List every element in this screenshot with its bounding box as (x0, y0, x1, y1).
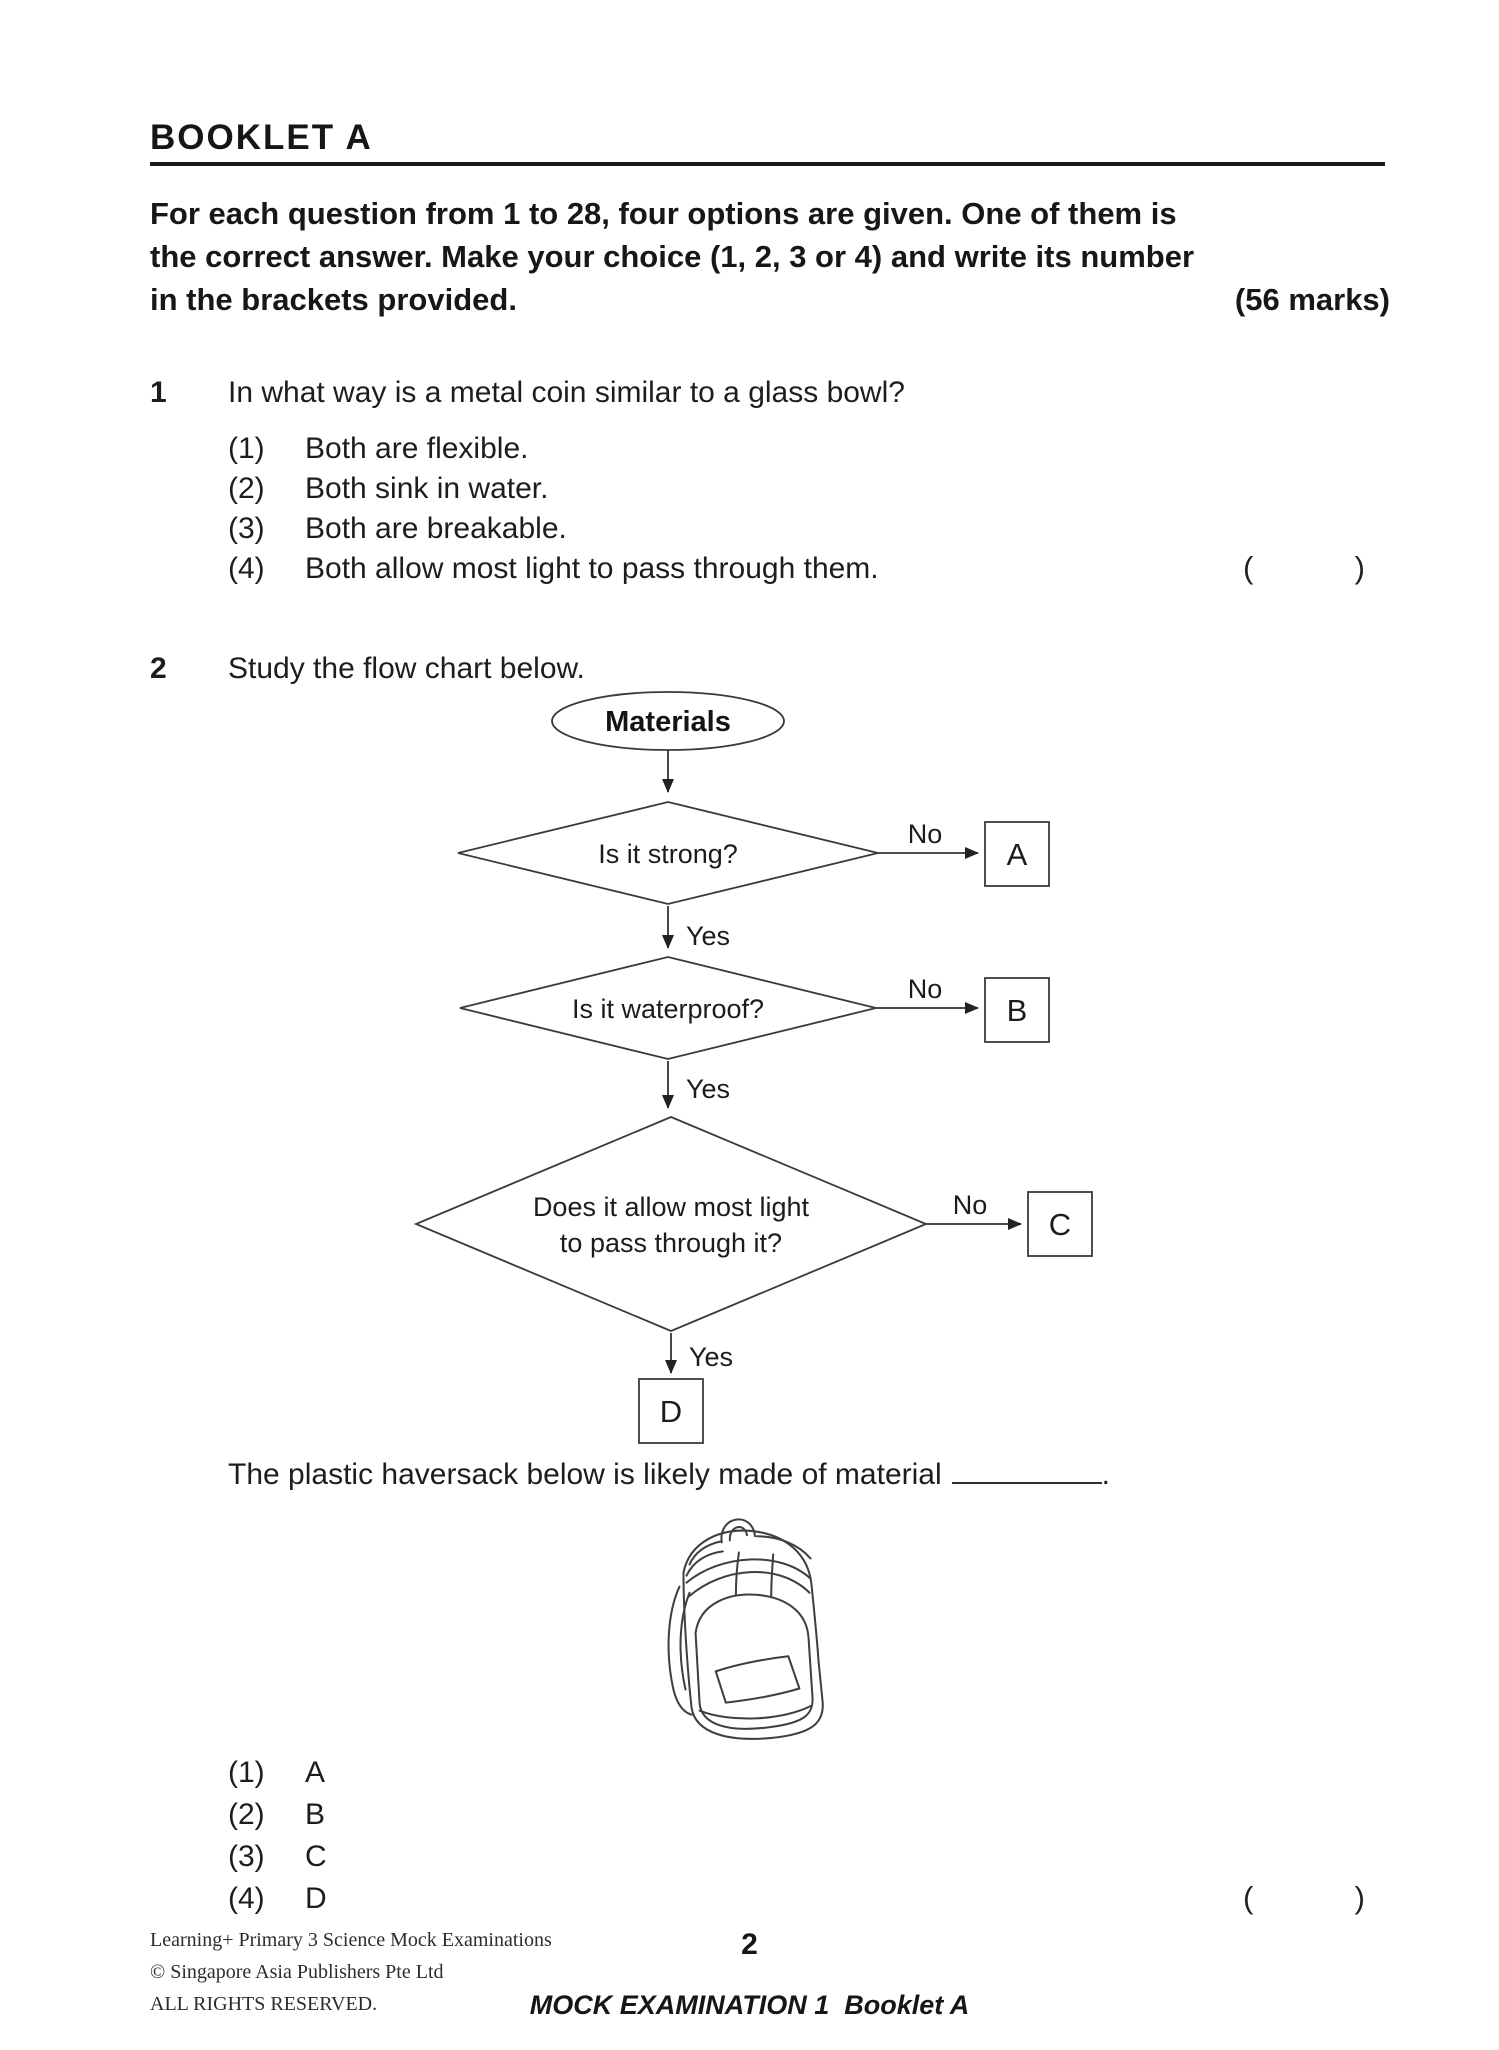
instructions-line-2: the correct answer. Make your choice (1, 2, 3 or 4) and write its number (150, 239, 1195, 274)
q2-prompt (228, 1452, 1110, 1492)
question-2-number: 2 (150, 652, 167, 685)
footer-publisher-line-3: ALL RIGHTS RESERVED. (150, 1993, 378, 2015)
d1-yes-label: Yes (686, 921, 731, 951)
q2-prompt-text: The plastic haversack below is likely made of material (228, 1458, 942, 1491)
q1-option-2-number: (2) (228, 472, 265, 505)
q2-option-3-number: (3) (228, 1840, 265, 1873)
q1-option-4 (228, 552, 879, 586)
q1-bracket-open: ( (1243, 550, 1254, 585)
q2-option-1-text: A (305, 1756, 326, 1789)
footer-publisher-line-2: © Singapore Asia Publishers Pte Ltd (150, 1961, 444, 1983)
backpack-bottom-trim (700, 1706, 812, 1719)
box-b-label: B (1006, 993, 1028, 1028)
instructions-line-3: in the brackets provided. (150, 282, 517, 317)
page-number: 2 (741, 1928, 758, 1961)
instructions (150, 192, 1390, 321)
q2-option-2-text: B (305, 1798, 326, 1831)
q2-option-2-number: (2) (228, 1798, 265, 1831)
q1-option-1-number: (1) (228, 432, 265, 465)
q2-answer-bracket (1243, 1880, 1365, 1916)
backpack-tab-left2 (687, 1551, 723, 1575)
q1-option-3 (228, 512, 567, 546)
q2-option-2 (228, 1798, 325, 1832)
q1-option-4-text: Both allow most light to pass through them. (305, 552, 879, 585)
footer-booklet-label: MOCK EXAMINATION 1 Booklet A (529, 1990, 970, 2020)
q1-option-2-text: Both sink in water. (305, 472, 549, 505)
question-1-text: In what way is a metal coin similar to a glass bowl? (228, 376, 905, 409)
question-2-text: Study the flow chart below. (228, 652, 585, 685)
d1-no-label: No (907, 819, 943, 849)
q1-option-2 (228, 472, 548, 506)
q2-option-4 (228, 1882, 327, 1916)
q2-bracket-close: ) (1354, 1880, 1365, 1915)
footer-publisher-line-1: Learning+ Primary 3 Science Mock Examinations (150, 1929, 552, 1951)
decision-1-label: Is it strong? (598, 839, 738, 869)
haversack-illustration (658, 1500, 838, 1750)
flowchart-diagram (350, 680, 1150, 1480)
d2-no-label: No (907, 974, 943, 1004)
backpack-top-band-2 (689, 1572, 810, 1597)
q1-option-3-number: (3) (228, 512, 265, 545)
decision-diamond-3 (416, 1117, 926, 1331)
q1-option-4-number: (4) (228, 552, 265, 585)
q1-option-3-text: Both are breakable. (305, 512, 567, 545)
box-c-label: C (1048, 1207, 1072, 1242)
q2-prompt-period: . (1101, 1458, 1110, 1491)
q2-option-4-number: (4) (228, 1882, 265, 1915)
q1-option-1-text: Both are flexible. (305, 432, 529, 465)
footer-booklet-label-wrap (0, 1990, 1499, 2021)
decision-3-label-line1: Does it allow most light (532, 1192, 810, 1222)
q2-option-3 (228, 1840, 327, 1874)
q2-option-3-text: C (305, 1840, 327, 1873)
q2-option-1 (228, 1756, 325, 1790)
q2-option-4-text: D (305, 1882, 327, 1915)
backpack-pocket-opening (716, 1656, 800, 1702)
backpack-drawing (669, 1519, 823, 1738)
box-a-label: A (1006, 837, 1028, 872)
answer-blank-line (952, 1452, 1102, 1484)
q1-answer-bracket (1243, 550, 1365, 586)
box-d-label: D (659, 1394, 683, 1429)
d3-no-label: No (952, 1190, 988, 1220)
decision-2-label: Is it waterproof? (571, 994, 765, 1024)
backpack-handle-inner (730, 1527, 747, 1540)
q1-bracket-close: ) (1354, 550, 1365, 585)
q2-option-1-number: (1) (228, 1756, 265, 1789)
question-1-number: 1 (150, 376, 167, 409)
d3-yes-label: Yes (689, 1342, 734, 1372)
marks-label: (56 marks) (1234, 282, 1390, 317)
d2-yes-label: Yes (686, 1074, 731, 1104)
backpack-tab-right (757, 1536, 810, 1558)
instructions-line-1: For each question from 1 to 28, four options are given. One of them is (150, 196, 1177, 231)
q2-bracket-open: ( (1243, 1880, 1254, 1915)
page-title: BOOKLET A (150, 118, 373, 157)
backpack-body (683, 1531, 822, 1739)
q1-option-1 (228, 432, 528, 466)
flowchart-start-label: Materials (605, 706, 731, 738)
question-1 (150, 376, 1390, 410)
header-rule (150, 162, 1385, 166)
decision-3-label-line2: to pass through it? (559, 1228, 783, 1258)
